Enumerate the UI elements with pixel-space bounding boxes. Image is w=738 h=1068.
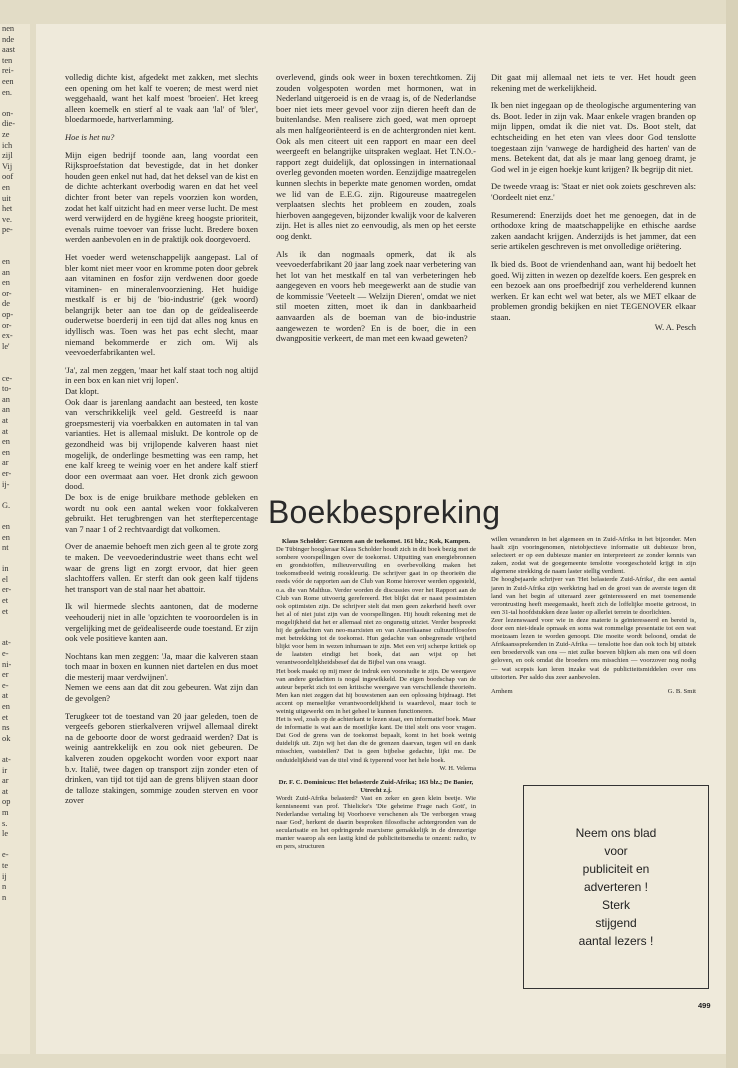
ad-line: voor: [604, 844, 628, 858]
paragraph: De tweede vraag is: 'Staat er niet ook zoiets geschreven als: 'Oordeelt niet enz.': [491, 181, 696, 202]
bleed-line: uit: [2, 193, 11, 203]
article-column-3: [491, 72, 696, 340]
review-column-2: [491, 536, 696, 696]
left-page-gutter: [0, 24, 30, 1054]
paragraph: Ik bied ds. Boot de vriendenhand aan, want hij bedoelt het goed. Wij zitten in wezen op dezelfde koers. Een gesprek en een bezoek aan ons proefbedrijf zou verhelderend kunnen werken. Er kan echt wel wat beter, als we MET elkaar de problemen grondig bekijken en niet TEGENOVER elkaar staan.: [491, 258, 696, 322]
bleed-line: G.: [2, 500, 11, 510]
bleed-line: et: [2, 606, 9, 616]
bleed-line: de: [2, 299, 10, 309]
bleed-line: en: [2, 702, 10, 711]
paragraph: Resumerend: Enerzijds doet het me genoegen, dat in de orthodoxe kring de maatschappelijke en ethische aardse zaken aandacht krijgen. Anderzijds is het jammer, dat een serie artikelen geschreven is met onvolledige oriëtering.: [491, 209, 696, 252]
review-paragraph: willen veranderen in het algemeen en in Zuid-Afrika in het bijzonder. Men haalt zijn vooringenomen, nietobjectieve informatie uit dubieuze bron, selecteert er op een dubieuze manier en interpreteert ze zonder kennis van zaken, zodat wat de goegemeente tenslotte voorgeschoteld krijgt in zijn algemene strekking de naam laster stellig verdient.: [491, 536, 696, 576]
ad-line: publiciteit en: [582, 862, 650, 876]
paragraph: Nochtans kan men zeggen: 'Ja, maar die kalveren staan toch maar in boxen en kunnen niet dartelen en dus moet die mesterij maar verdwijnen'.: [65, 650, 258, 682]
bleed-line: n: [2, 892, 7, 902]
bleed-line: ten: [2, 55, 13, 65]
bleed-line: [2, 617, 28, 628]
bleed-line: [2, 490, 28, 501]
review-footer: [491, 688, 696, 696]
bleed-line: ar: [2, 776, 9, 786]
bleed-line: en: [2, 521, 10, 531]
bleed-line: ns: [2, 723, 10, 733]
bleed-line: in: [2, 564, 9, 574]
paragraph: Mijn eigen bedrijf toonde aan, lang voordat een Rijksproefstation dat bevestigde, dat in het donker houden geen enkel nut had, dat het deksel van de kist en de dichte achterkant overbodig waren en dat het veel dichter front beter van repels voorzien kon worden, zodat het kalf uitzicht had en meer verse lucht. De mest werd verwijderd en de hygiëne kreeg hoogste prioriteit, evenals ruime toevoer van frisse lucht. Bredere boxen werden aanbevolen en in de praktijk ook doorgevoerd.: [65, 149, 258, 245]
review-signature: G. B. Smit: [667, 687, 696, 695]
bleed-text-column: [2, 24, 28, 903]
bleed-line: [2, 363, 28, 374]
bleed-line: zijl: [2, 151, 13, 161]
bleed-line: [2, 352, 28, 363]
scan-edge: [726, 0, 738, 1068]
review-title: Klaus Scholder: Grenzen aan de toekomst. 161 blz.; Kok, Kampen.: [281, 538, 471, 545]
bleed-line: nde: [2, 34, 15, 44]
bleed-line: [2, 744, 28, 755]
bleed-line: op: [2, 797, 11, 807]
bleed-line: ze: [2, 129, 10, 139]
bleed-line: e-: [2, 850, 9, 860]
paragraph: volledig dichte kist, afgedekt met zakken, met slechts een opening om het kalf te voeren; de mest werd niet weggehaald, want het kalf moest 'broeien'. Het kreeg alleen koemelk en stierf al te vaak aan 'lal' of 'bler', bloedarmoede, hartverlamming.: [65, 72, 258, 125]
bleed-line: at-: [2, 754, 11, 764]
review-paragraph: De Tübinger hoogleraar Klaus Scholder houdt zich in dit boek bezig met de sombere voorspellingen over de toekomst. Uitputting van energiebronnen en grondstoffen, milieuvervuiling en overbevolking maken het toekomstbeeld weinig rooskleurig. De schrijver gaat in op theorieën die reeds vóór de rapporten aan de Club van Rome hierover werden opgesteld, o.a. die van Malthus. Verder worden de discussies over het Rapport aan de Club van Rome uitvoerig gerefereerd. Het blijkt dat er naast pessimisten ook optimisten zijn. De schrijver stelt dat men geen zekerheid heeft over het al of niet juist zijn van de voorspellingen. Hij houdt rekening met de mogelijkheid dat het er allemaal niet zo ongunstig uitziet. Verder bespreekt hij de gedachten van neo-marxisten en van Amerikaanse cultuurfilosofen met betrekking tot de toekomst. Hun gedachte van onbegrensde vrijheid blijkt voor hem in wezen inhumaan te zijn. Met een vrij scherpe kritiek op de laatsten eindigt het boek, dat aan wijst op het verantwoordelijkheidsbesef dat de Bijbel van ons vraagt.: [276, 546, 476, 667]
bleed-line: het: [2, 204, 13, 214]
bleed-line: en: [2, 532, 10, 542]
bleed-line: at: [2, 426, 9, 436]
bleed-line: to-: [2, 384, 12, 394]
paragraph: Dit gaat mij allemaal net iets te ver. Het houdt geen rekening met de werkelijkheid.: [491, 72, 696, 93]
bleed-line: en: [2, 278, 10, 288]
ad-line: stijgend: [595, 916, 637, 930]
bleed-line: rei-: [2, 66, 14, 76]
paragraph: Het voeder werd wetenschappelijk aangepast. Lal of bler komt niet meer voor en kromme poten door gebrek aan vitaminen en fosfor zijn verdwenen door goede vitaminen- en mineralenvoorziening. Het huidige mestkalf is er bij de 'bio-industrie' (gek woord) belangrijk beter aan toe dan op de geïdealiseerde ouderwetse boerderij in een tijd dat alles nog knus en idyllisch was. Toen was het pas echt slecht, maar niemand bekommerde er zich om. Wij als veevoederfabrikanten wel.: [65, 251, 258, 358]
bleed-line: die-: [2, 119, 16, 129]
bleed-line: an: [2, 267, 10, 277]
paragraph: Ik ben niet ingegaan op de theologische argumentering van ds. Boot. Ieder in zijn vak. Maar enkele vragen branden op mijn lippen, omdat ik die niet vat. Ds. Boot stelt, dat echtscheiding en het eten van vlees door God tenslotte toegestaan zijn 'vanwege de hardigheid des harten' van de mens. Betekent dat, dat als je maar lang genoeg dramt, je God wel in je eigen hoekje kunt krijgen? Ik begrijp dit niet.: [491, 100, 696, 174]
paragraph: Als ik dan nogmaals opmerk, dat ik als veevoederfabrikant 20 jaar lang zoek naar verbetering van het lot van het mestkalf en tal van verbeteringen heb aangegeven en voors heb meegewerkt aan de studie van de kommissie 'Veeteelt — Welzijn Dieren', omdat we niet stil moeten zitten, moet ik dan in dankbaarheid aanvaarden als de boeman van de bio-industrie aangewezen te worden? En is de boer, die in een dwangpositie verkeert, de man met een kwaad geweten?: [276, 248, 476, 344]
bleed-line: an: [2, 394, 10, 404]
bleed-line: ce-: [2, 373, 13, 383]
bleed-line: ich: [2, 140, 13, 150]
article-column-2: [276, 72, 476, 351]
bleed-line: on-: [2, 108, 14, 118]
paragraph: Ik wil hiermede slechts aantonen, dat de moderne veehouderij niet in alle 'opzichten te vooroordelen is in vergelijking met de geïdealiseerde oude toestand. Er zijn ook vele positieve kanten aan.: [65, 601, 258, 644]
section-title: Boekbespreking: [268, 494, 501, 530]
bleed-line: te: [2, 860, 9, 870]
paragraph: Terugkeer tot de toestand van 20 jaar geleden, toen de vergeefs geboren stierkalveren vrijwel allemaal direkt na de geboorte door de worst gedraaid werden? Dat is weinig aantrekkelijk en zou ook niet gebeuren. De kalveren zouden opgekocht worden voor export naar b.v. Italië, twee dagen op transport zijn zonder eten of drinken, van tijd tot tijd aan de grens blijven staan door de talloze stakingen, sommige zouden sterven en voor zover: [65, 710, 258, 806]
section-heading: Hoe is het nu?: [65, 131, 115, 142]
paragraph: Ook daar is jarenlang aandacht aan besteed, ten koste van verschrikkelijk veel geld. Gestreefd is naar groepsmesterij via voerbakken en automaten in tal van varianties. Het is allemaal mislukt. De kontrole op de gezondheid was bij vrijlopende kalveren haast niet mogelijk, de onderlinge besmetting was een ramp, het ene kalf kreeg te weinig voer en het andere kalf stierf door een overmaat aan voer. Het dronk zich gewoon dood.: [65, 396, 258, 492]
paragraph: Nemen we eens aan dat dit zou gebeuren. Wat zijn dan de gevolgen?: [65, 682, 258, 704]
ad-line: adverteren !: [583, 880, 649, 894]
bleed-line: nt: [2, 543, 9, 553]
bleed-line: oof: [2, 172, 14, 182]
bleed-line: at: [2, 415, 9, 425]
advertisement-box: [523, 785, 709, 989]
bleed-line: le': [2, 341, 10, 351]
review-paragraph: De hoogbejaarde schrijver van 'Het belasterde Zuid-Afrika', die een aantal jaren in Zuid-Afrika zijn werkkring had en de groei van de aversie tegen dit land van het begin af uiteraard zeer geïnteresseerd en met toenemende verontrusting heeft meegemaakt, heeft zich de loffelijke moeite getroost, in een 31-tal hoofdstukken deze laster op allerlei terrein te doorlichten.: [491, 576, 696, 616]
bleed-line: ex-: [2, 331, 13, 341]
bleed-line: er-: [2, 585, 12, 595]
author-signature: W. A. Pesch: [654, 322, 696, 333]
bleed-line: ve.: [2, 214, 12, 224]
bleed-line: at: [2, 691, 9, 701]
paragraph: Dat klopt.: [65, 386, 99, 397]
bleed-line: en: [2, 447, 10, 457]
review-paragraph: Zeer lezenswaard voor wie in deze materie is geïnteresseerd en bereid is, door een niet-ideale opmaak en soms wat rommelige presentatie tot een wat moeizaam lezen te worden genoopt. Die moeite wordt beloond, omdat de Afrikaanssprekenden in Zuid-Afrika — tenslotte hoe dan ook toch bij uitstek een broedervolk van ons — niet zulke boeven blijken als men ons wil doen geloven, en ook omdat die broeders ons misschien — voorzover nog nodig — wat scepsis kan leren inzake wat de publiciteitsmiddelen over ons uitstorten. Per saldo dus zeer aanbevolen.: [491, 616, 696, 681]
bleed-line: n: [2, 882, 7, 892]
bleed-line: ok: [2, 733, 11, 743]
review-paragraph: Het is wel, zoals op de achterkant te lezen staat, een informatief boek. Maar de informatie is wat aan de moeilijke kant. De titel stelt ons voor vragen. Dat God de grens van de toekomst bepaalt, komt in het boek weinig duidelijk uit. Zijn wij het dan die de grenzen daarvan, tegen wil en dank misschien, vaststellen? Dat is geen bijbelse gedachte, lijkt me. De onduidelijkheid van de titel vind ik typerend voor het hele boek.: [276, 716, 476, 764]
bleed-line: ij-: [2, 479, 10, 489]
bleed-line: m: [2, 807, 9, 817]
bleed-line: e-: [2, 649, 9, 659]
bleed-line: en: [2, 182, 10, 192]
bleed-line: at: [2, 786, 9, 796]
bleed-line: ni-: [2, 659, 12, 669]
bleed-line: er: [2, 670, 9, 680]
bleed-line: [2, 246, 28, 257]
review-place: Arnhem: [491, 687, 513, 695]
bleed-line: e-: [2, 680, 9, 690]
paragraph: 'Ja', zal men zeggen, 'maar het kalf staat toch nog altijd in een box en kan niet vrij lopen'.: [65, 364, 258, 386]
bleed-line: pe-: [2, 225, 13, 235]
bleed-line: nen: [2, 24, 15, 33]
review-title: Dr. F. C. Dominicus: Het belasterde Zuid-Afrika; 163 blz.; De Banier, Utrecht z.j.: [278, 778, 474, 794]
bleed-line: [2, 554, 28, 565]
bleed-line: [2, 236, 28, 247]
ad-line: Sterk: [601, 898, 630, 912]
bleed-line: een: [2, 76, 14, 86]
bleed-line: op-: [2, 310, 14, 320]
review-paragraph: Wordt Zuid-Afrika belasterd? Vast en zeker en geen klein beetje. Wie kennisneemt van prof. Thielicke's 'Die geheime Frage nach Gott', in Nederlandse vertaling bij Voorhoeve verschenen als 'De verborgen vraag naar God', herkent de daarin besproken filosofische achtergronden van de secularisatie en het opdringende marxisme gemakkelijk in de drenzerige manier waarop als een lastig kind de publiciteitsmedia te onzent: radio, tv en pers, structuren: [276, 794, 476, 851]
paragraph: overlevend, ginds ook weer in boxen terechtkomen. Zij zouden volgespoten worden met hormonen, wat in Nederland uitgeroeid is en de vraag is, of de Nederlandse boer niet iets meer gevoel voor zijn dieren heeft dan de buitenlandse. Men realisere zich goed, wat men oproept als men halfgeoriënteerd is en de achtergronden niet kent. Ook als men citeert uit een rapport en maar een deel weergeeft en belangrijke uitspraken weglaat. Het T.N.O.-rapport zegt duidelijk, dat oplossingen in internationaal overleg gevonden moeten worden. Eenzijdige maatregelen kunnen slechts in beperkte mate genomen worden, omdat we lid van de E.E.G. zijn. Rigoureuse maatregelen verplaatsen slechts het probleem en zouden, zoals hierboven aangegeven, bijzonder kwalijk voor de kalveren zijn. Het is alles niet zo eenvoudig, als men op het eerste oog denkt.: [276, 72, 476, 241]
bleed-line: ir: [2, 765, 8, 775]
advertisement-text: [576, 824, 657, 950]
bleed-line: an: [2, 405, 10, 415]
paragraph: De box is de enige bruikbare methode gebleken en wordt nu ook een aantal weken voor fokkalveren gebruikt. Het terugbrengen van het sterftepercentage van 7 naar 1 of 2 rechtvaardigt dat volkomen.: [65, 491, 258, 534]
bleed-line: le: [2, 829, 9, 839]
review-signature: W. H. Velema: [439, 764, 476, 772]
paragraph: Over de anaemie behoeft men zich geen al te grote zorg te maken. De veevoederindustrie weet thans echt wel waar de grens ligt en zorgt ervoor, dat hier geen slachtoffers vallen. Er sterft dan ook geen kalf tijdens het transport van de stal naar het abattoir.: [65, 541, 258, 594]
bleed-line: or-: [2, 288, 12, 298]
bleed-line: et: [2, 596, 9, 606]
bleed-line: ij: [2, 871, 7, 881]
review-paragraph: Het boek maakt op mij meer de indruk een voorstudie te zijn. De weergave van andere gedachten is nogal ingewikkeld. De eigen boodschap van de auteur beperkt zich tot een kritische weergave van verschillende theorieën. Men kan niet zeggen dat hij bouwstenen aan een oplossing bijdraagt. Het accent op menselijke verantwoordelijkheid is waardevol, maar toch te weinig uitgewerkt om in het geheel te kunnen functioneren.: [276, 667, 476, 715]
ad-line: Neem ons blad: [575, 826, 657, 840]
bleed-line: or-: [2, 320, 12, 330]
bleed-line: [2, 628, 28, 639]
bleed-line: ar: [2, 458, 9, 468]
bleed-line: [2, 98, 28, 109]
ad-line: aantal lezers !: [578, 934, 654, 948]
bleed-line: s.: [2, 818, 8, 828]
bleed-line: en: [2, 437, 10, 447]
page-number: 499: [698, 1001, 711, 1010]
article-column-1: [65, 72, 258, 813]
bleed-line: en.: [2, 87, 12, 97]
bleed-line: [2, 511, 28, 522]
bleed-line: el: [2, 574, 9, 584]
bleed-line: at-: [2, 638, 11, 648]
bleed-line: [2, 840, 28, 851]
bleed-line: en: [2, 257, 10, 267]
bleed-line: et: [2, 712, 9, 722]
bleed-line: er-: [2, 468, 12, 478]
bleed-line: Vij: [2, 161, 13, 171]
review-column-1: [276, 538, 476, 858]
bleed-line: aast: [2, 45, 16, 55]
